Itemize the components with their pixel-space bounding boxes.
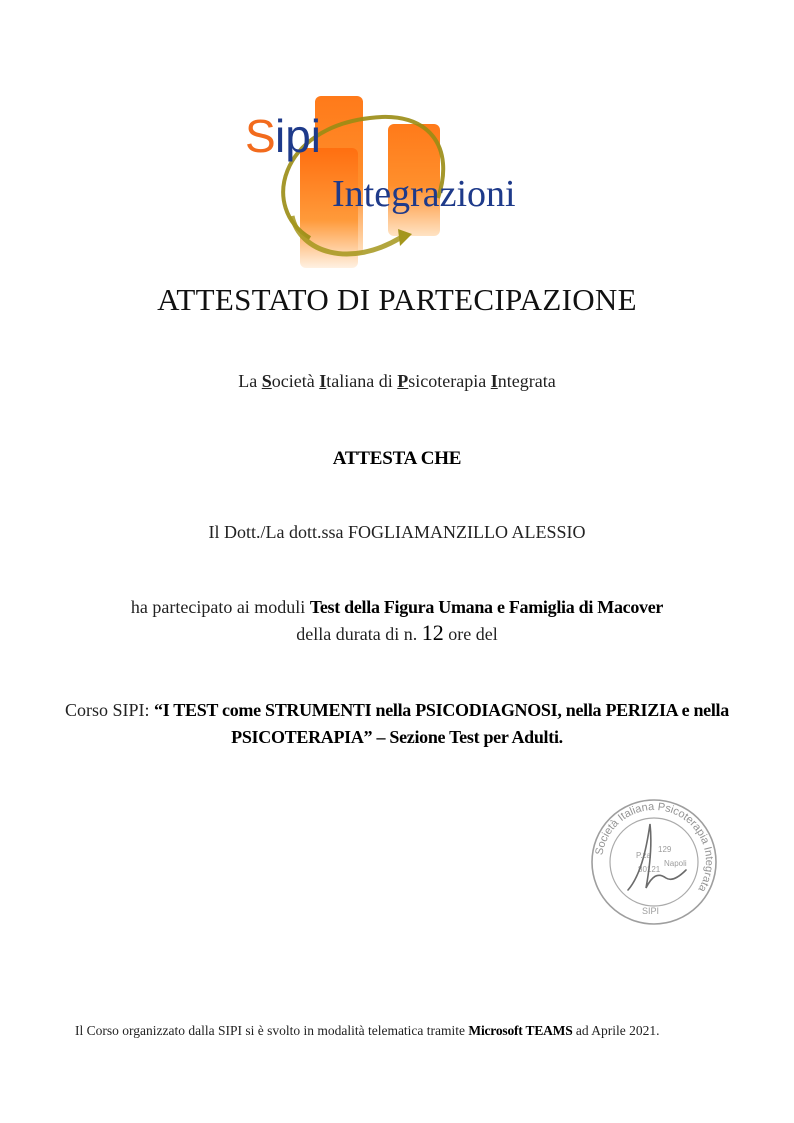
platform-name: Microsoft TEAMS [468,1023,573,1038]
course-statement: Corso SIPI: “I TEST come STRUMENTI nella PSICODIAGNOSI, nella PERIZIA e nella PSICOTERAPIA” – Sezione Test per Adulti. [65,700,729,747]
svg-text:129: 129 [658,845,672,854]
logo-letters-ipi: ipi [275,110,322,162]
svg-text:Napoli: Napoli [664,859,687,868]
footnote: Il Corso organizzato dalla SIPI si è svolto in modalità telematica tramite Microsoft TEAMS ad Aprile 2021. [75,1023,660,1038]
hours-count: 12 [421,620,444,645]
svg-text:SIPI: SIPI [642,906,660,916]
svg-text:Società Italiana Psicoterapia: Società Italiana Psicoterapia Integrata [593,800,716,894]
society-stamp [588,796,720,928]
attests-heading: ATTESTA CHE [332,448,462,469]
logo-integrazioni: Integrazioni [332,173,516,215]
society-name: La Società Italiana di Psicoterapia Integrata [238,371,556,391]
sipi-integrazioni-logo [240,88,560,273]
svg-text:P.za: P.za [636,851,651,860]
modules-statement: ha partecipato ai moduli Test della Figura Umana e Famiglia di Macover della durata di n. 12 ore del [130,597,664,645]
svg-text:80121: 80121 [638,865,661,874]
logo-letter-s: S [245,110,276,162]
course-title: “I TEST come STRUMENTI nella PSICODIAGNOSI, nella PERIZIA e nella PSICOTERAPIA” – Sezione Test per Adulti. [154,700,729,747]
certificate-title: ATTESTATO DI PARTECIPAZIONE [157,282,637,317]
module-names: Test della Figura Umana e Famiglia di Macover [309,597,664,617]
participant-name: Il Dott./La dott.ssa FOGLIAMANZILLO ALESSIO [208,522,586,542]
